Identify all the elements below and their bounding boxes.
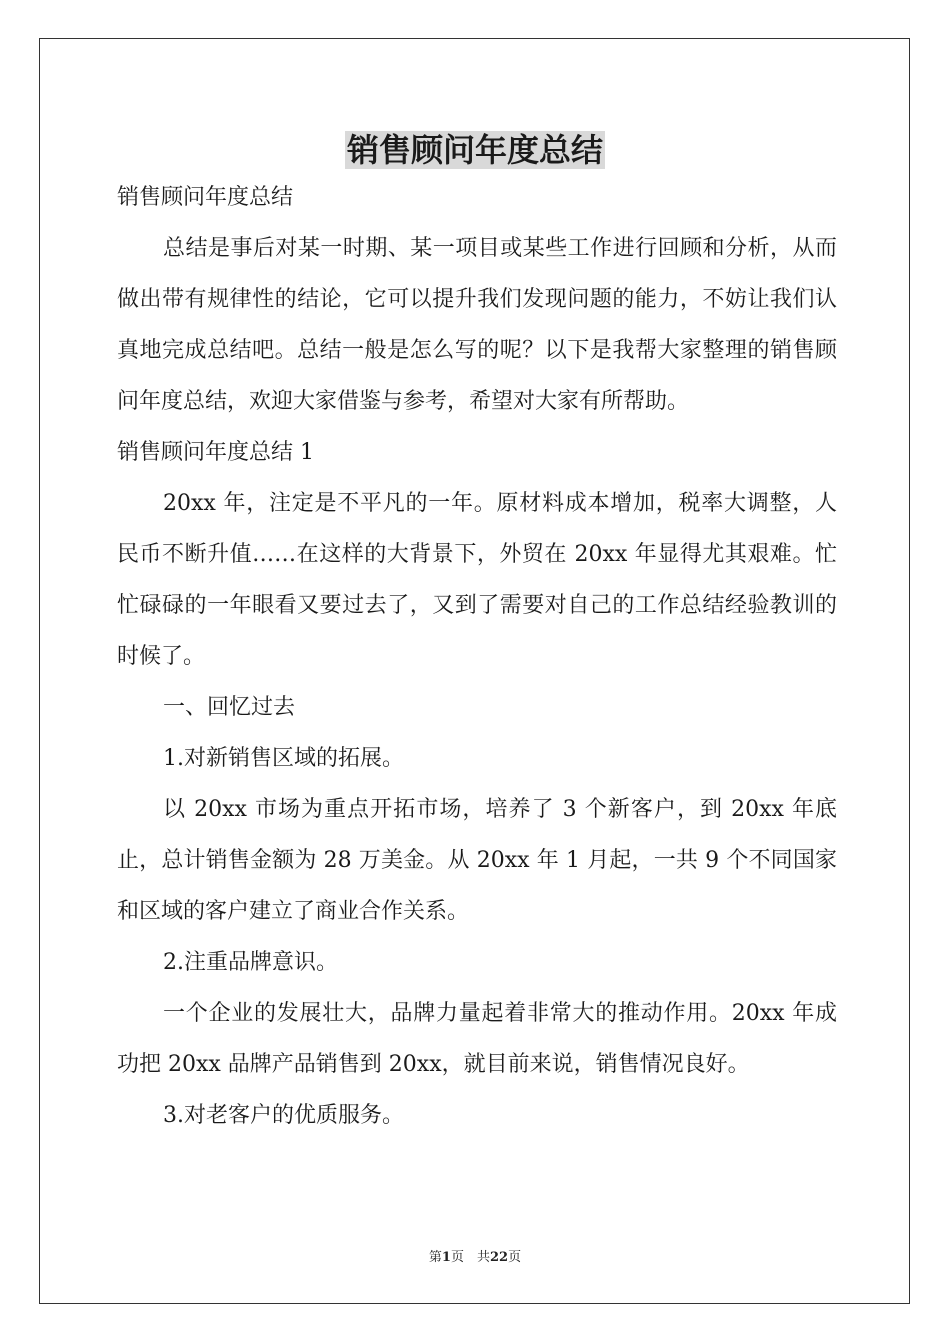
list-heading: 2.注重品牌意识。 <box>163 950 338 975</box>
page-suffix: 页 <box>508 1250 522 1265</box>
list-heading: 1.对新销售区域的拓展。 <box>163 746 404 771</box>
paragraph: 一个企业的发展壮大，品牌力量起着非常大的推动作用。20xx 年成功把 20xx 品牌产品销售到 20xx，就目前来说，销售情况良好。 <box>117 1001 837 1077</box>
paragraph: 销售顾问年度总结 1 <box>117 440 314 465</box>
page-current: 1 <box>441 1250 451 1265</box>
page-footer <box>0 1246 950 1265</box>
document-body <box>117 172 837 1141</box>
page-prefix: 第 <box>428 1250 442 1265</box>
page-mid: 页 共 <box>450 1250 490 1265</box>
paragraph: 总结是事后对某一时期、某一项目或某些工作进行回顾和分析，从而做出带有规律性的结论，它可以提升我们发现问题的能力，不妨让我们认真地完成总结吧。总结一般是怎么写的呢？以下是我帮大家整理的销售顾问年度总结，欢迎大家借鉴与参考，希望对大家有所帮助。 <box>117 236 837 414</box>
paragraph: 以 20xx 市场为重点开拓市场，培养了 3 个新客户，到 20xx 年底止，总计销售金额为 28 万美金。从 20xx 年 1 月起，一共 9 个不同国家和区域的客户建立了商业合作关系。 <box>117 797 837 924</box>
section-heading: 一、回忆过去 <box>163 695 296 720</box>
list-heading: 3.对老客户的优质服务。 <box>163 1103 404 1128</box>
paragraph: 20xx 年，注定是不平凡的一年。原材料成本增加，税率大调整，人民币不断升值……在这样的大背景下，外贸在 20xx 年显得尤其艰难。忙忙碌碌的一年眼看又要过去了，又到了需要对自己的工作总结经验教训的时候了。 <box>117 491 837 669</box>
document-title: 销售顾问年度总结 <box>346 131 603 169</box>
page-total: 22 <box>489 1250 509 1265</box>
paragraph: 销售顾问年度总结 <box>117 185 294 210</box>
